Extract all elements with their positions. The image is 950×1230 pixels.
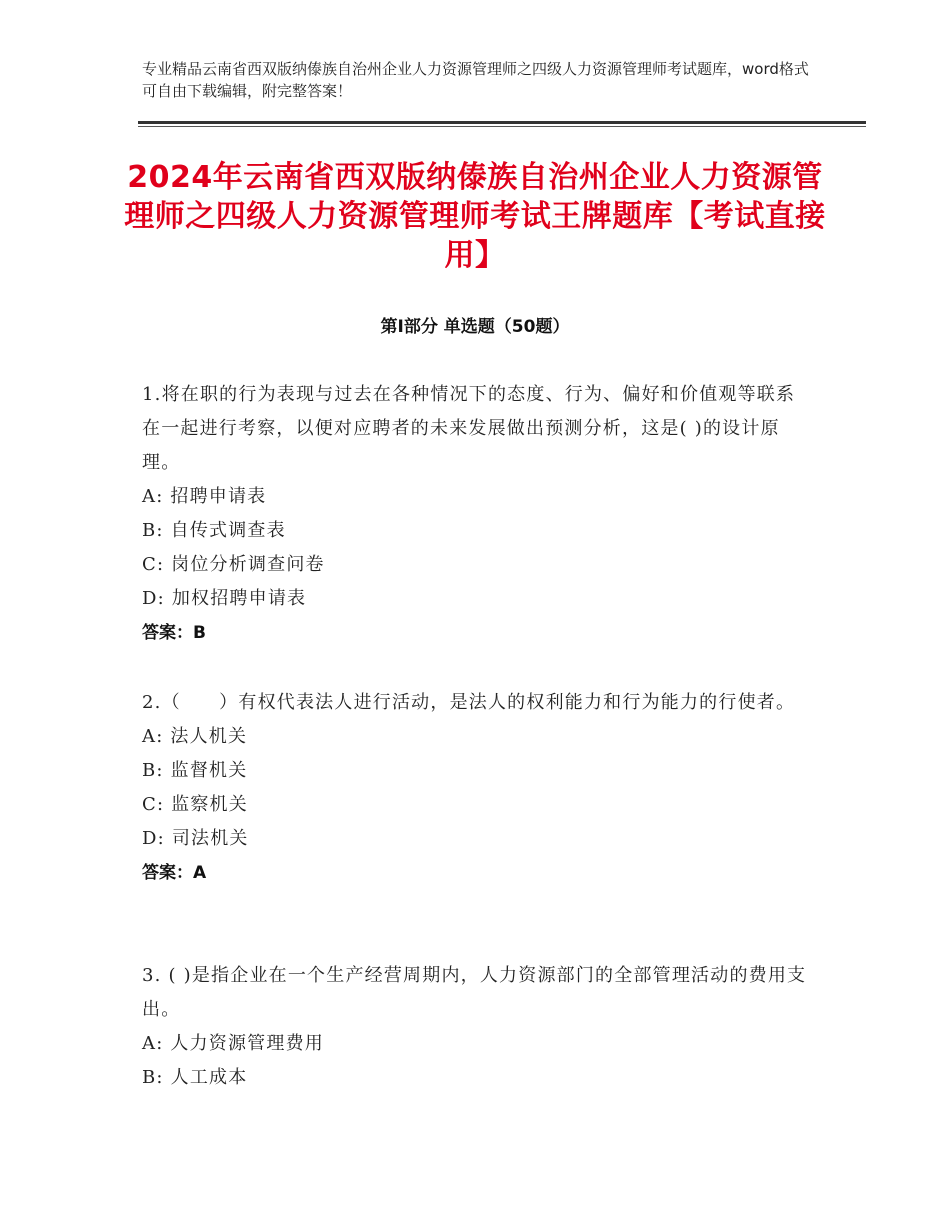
document-title: 2024年云南省西双版纳傣族自治州企业人力资源管理师之四级人力资源管理师考试王牌题库【考试直接用】 xyxy=(124,160,826,273)
option-a: A: 法人机关 xyxy=(142,726,248,747)
question-stem: 3. ( )是指企业在一个生产经营周期内，人力资源部门的全部管理活动的费用支出。 xyxy=(142,965,807,1020)
option-b: B: 监督机关 xyxy=(142,760,248,781)
option-d: D: 加权招聘申请表 xyxy=(142,588,307,609)
header-divider-thin xyxy=(138,126,866,127)
section-heading: 第Ⅰ部分 单选题（50题） xyxy=(380,317,570,337)
option-c: C: 岗位分析调查问卷 xyxy=(142,554,325,575)
option-b: B: 人工成本 xyxy=(142,1067,248,1088)
answer: 答案：B xyxy=(142,623,206,643)
option-b: B: 自传式调查表 xyxy=(142,520,286,541)
question-2 xyxy=(142,686,814,890)
option-c: C: 监察机关 xyxy=(142,794,248,815)
question-1 xyxy=(142,378,814,650)
question-stem: 1.将在职的行为表现与过去在各种情况下的态度、行为、偏好和价值观等联系在一起进行考察，以便对应聘者的未来发展做出预测分析，这是( )的设计原理。 xyxy=(142,384,796,473)
option-d: D: 司法机关 xyxy=(142,828,249,849)
option-a: A: 招聘申请表 xyxy=(142,486,267,507)
header-note: 专业精品云南省西双版纳傣族自治州企业人力资源管理师之四级人力资源管理师考试题库，word格式可自由下载编辑，附完整答案！ xyxy=(142,60,809,100)
header-divider-thick xyxy=(138,121,866,124)
option-a: A: 人力资源管理费用 xyxy=(142,1033,324,1054)
question-3 xyxy=(142,959,814,1095)
question-stem: 2.（ ）有权代表法人进行活动，是法人的权利能力和行为能力的行使者。 xyxy=(142,692,796,713)
answer: 答案：A xyxy=(142,863,207,883)
